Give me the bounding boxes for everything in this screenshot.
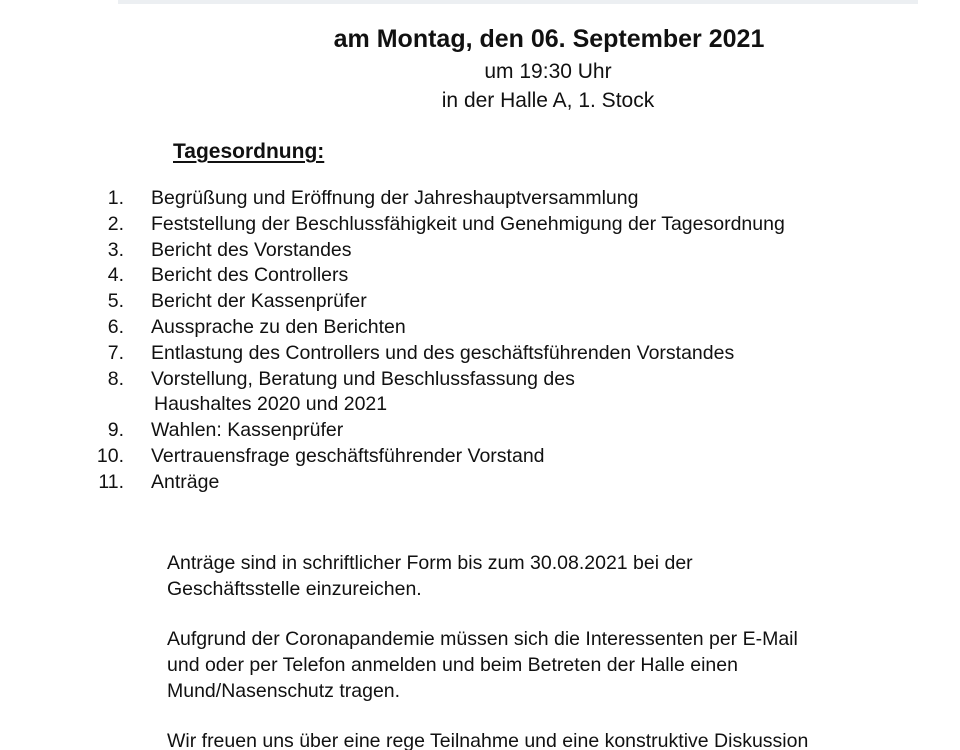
agenda-item-number: 1. [107, 187, 124, 209]
agenda-item-number: 10. [96, 444, 124, 467]
agenda-item [0, 341, 735, 367]
submission-note [167, 550, 693, 602]
closing-note [167, 728, 808, 750]
agenda-item-number: 9. [107, 419, 124, 442]
agenda-item-text: Begrüßung und Eröffnung der Jahreshauptversammlung [151, 187, 639, 209]
agenda-item-text: Bericht des Vorstandes [151, 238, 352, 261]
agenda-item-text: Bericht des Controllers [151, 264, 349, 287]
agenda-item-number: 6. [107, 315, 124, 338]
agenda-item-text: Anträge [151, 470, 220, 493]
agenda-item-text: Aussprache zu den Berichten [151, 315, 406, 338]
agenda-item [0, 263, 349, 289]
agenda-item-text: Haushaltes 2020 und 2021 [154, 393, 388, 416]
agenda-heading: Tagesordnung: [173, 140, 325, 163]
submission-note-line: Anträge sind in schriftlicher Form bis zum 30.08.2021 bei der [167, 552, 693, 574]
agenda-item-number: 3. [107, 238, 124, 261]
agenda-item [0, 444, 545, 470]
agenda-item-number: 5. [107, 290, 124, 313]
page-top-edge [118, 0, 918, 4]
corona-note-line: und oder per Telefon anmelden und beim Betreten der Halle einen [167, 654, 738, 676]
agenda-item-text: Vertrauensfrage geschäftsführender Vorstand [151, 444, 545, 467]
agenda-item [0, 367, 575, 393]
agenda-item [0, 212, 785, 238]
agenda-item [0, 315, 406, 341]
agenda-item [0, 470, 220, 496]
agenda-item-number: 11. [98, 470, 124, 493]
agenda-item-text: Bericht der Kassenprüfer [151, 290, 367, 313]
agenda-item-number: 2. [107, 212, 124, 235]
agenda-item-number: 8. [107, 367, 124, 390]
agenda-item-text: Entlastung des Controllers und des geschäftsführenden Vorstandes [151, 341, 735, 364]
submission-note-line: Geschäftsstelle einzureichen. [167, 578, 422, 600]
agenda-item-number: 7. [107, 341, 124, 364]
agenda-item-number: 4. [107, 264, 124, 287]
agenda-item [0, 238, 352, 264]
meeting-time: um 19:30 Uhr [484, 60, 612, 83]
agenda-item-text: Feststellung der Beschlussfähigkeit und Genehmigung der Tagesordnung [151, 212, 785, 235]
meeting-place: in der Halle A, 1. Stock [441, 89, 655, 112]
agenda-item-text: Wahlen: Kassenprüfer [151, 419, 344, 442]
agenda-item-continuation [0, 392, 388, 418]
corona-note [167, 626, 798, 704]
agenda-item-text: Vorstellung, Beratung und Beschlussfassung des [151, 367, 575, 390]
corona-note-line: Mund/Nasenschutz tragen. [167, 680, 401, 702]
agenda-list [0, 186, 785, 496]
corona-note-line: Aufgrund der Coronapandemie müssen sich die Interessenten per E-Mail [167, 628, 798, 650]
meeting-date: am Montag, den 06. September 2021 [333, 25, 765, 53]
agenda-item [0, 289, 367, 315]
agenda-item [0, 418, 344, 444]
agenda-item [0, 186, 639, 212]
closing-note-line: Wir freuen uns über eine rege Teilnahme und eine konstruktive Diskussion [167, 730, 809, 750]
